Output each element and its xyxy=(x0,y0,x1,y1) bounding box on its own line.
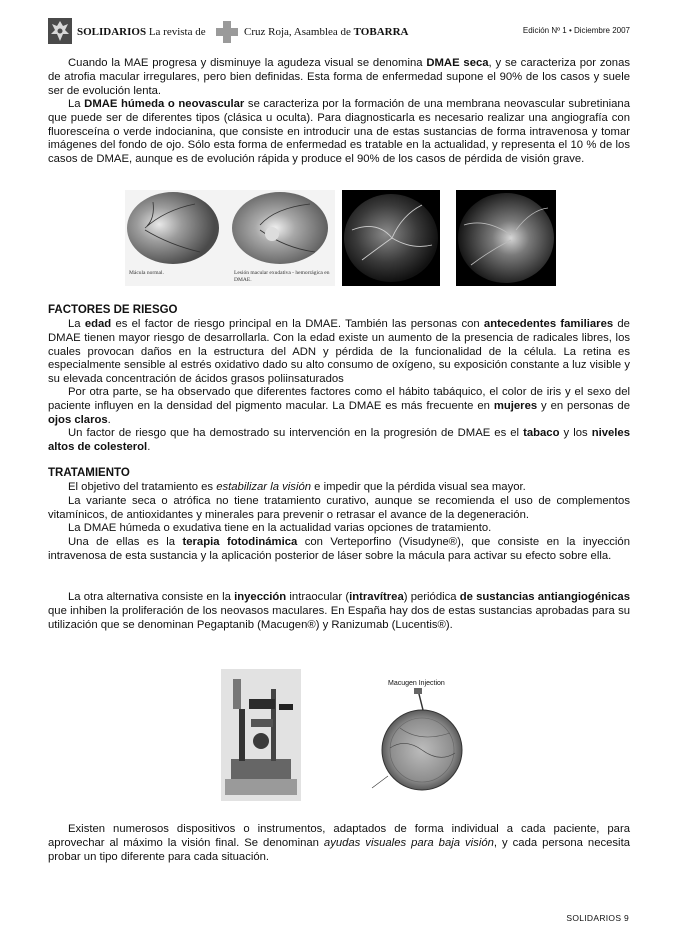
brand-name: SOLIDARIOS xyxy=(77,26,147,38)
injection-title: Macugen Injection xyxy=(388,680,445,687)
org-name: Cruz Roja, Asamblea de xyxy=(244,26,351,38)
text-run: . xyxy=(107,413,111,426)
treatment-paragraph-2: La variante seca o atrófica no tiene tratamiento curativo, aunque se recomienda el uso de complementos vitamínicos, de antioxidantes y minerales para prevenir o retrasar el avance de la degeneración. xyxy=(48,495,630,521)
risk-paragraph-2 xyxy=(48,386,630,427)
treatment-paragraph-1 xyxy=(48,481,630,495)
angiography-photo-1 xyxy=(342,190,440,286)
term-ojos-claros: ojos claros xyxy=(48,413,108,426)
text-run: Un factor de riesgo que ha demostrado su intervención en la progresión de DMAE es el xyxy=(68,427,524,439)
page-header xyxy=(48,18,630,44)
header-org xyxy=(244,26,408,38)
term-ayudas-visuales: ayudas visuales para baja visión xyxy=(323,836,494,849)
term-edad: edad xyxy=(84,318,112,330)
text-run: y los xyxy=(559,427,592,439)
page-footer: SOLIDARIOS 9 xyxy=(566,913,629,923)
risk-paragraph-1 xyxy=(48,318,630,387)
text-run: e impedir que la pérdida visual sea mayor. xyxy=(311,481,526,493)
slit-lamp-photo xyxy=(221,669,301,801)
angiography-icon xyxy=(342,190,440,286)
text-run: y en personas de xyxy=(537,399,630,412)
text-run: Por otra parte, se ha observado que diferentes factores como el hábito tabáquico, el color de iris y el sexo del paciente influyen en la densidad del pigmento macular. La DMAE es más frecuente en xyxy=(48,386,630,412)
text-run: se caracteriza por la formación de una membrana neovascular subretiniana que puede ser de diferentes tipos (clásica u oculta). Para diagnosticarla es necesario realizar una angiografía con fluoresceína o verde indocianina, que consiste en introducir una de estas sustancias de forma intravenosa y tomar imágenes del fondo de ojo. Sólo esta forma de enfermedad es tratable en la actualidad, y representa el 10 % de los casos de DMAE, aunque es de evolución rápida y produce el 90% de los casos de pérdida de visión grave. xyxy=(48,98,630,166)
text-run: . xyxy=(147,440,151,453)
text-run: que inhiben la proliferación de los neovasos maculares. En España hay dos de estas sustancias aprobadas para su utilización que se denominan Pegaptanib (Macugen®) y Ranizumab (Lucentis®). xyxy=(48,604,630,631)
solidarios-logo-icon xyxy=(48,18,72,44)
angiography-lesion-icon xyxy=(456,190,556,286)
text-run: La xyxy=(68,98,85,110)
term-intravitrea: intravítrea xyxy=(349,591,404,603)
text-run: Existen numerosos dispositivos o instrumentos, adaptados de forma individual a cada paciente, para aprovechar al máximo la visión final. Se denominan xyxy=(48,823,630,849)
red-cross-icon xyxy=(216,21,238,43)
term-tabaco: tabaco xyxy=(523,427,560,439)
text-run: es el factor de riesgo principal en la DMAE. También las personas con xyxy=(111,318,484,330)
brand-tagline: La revista de xyxy=(148,26,206,38)
text-run: , y cada persona necesita probar un tipo diferente para cada situación. xyxy=(48,836,630,863)
treatment-heading: TRATAMIENTO xyxy=(48,467,130,479)
text-run: ) periódica xyxy=(403,591,460,603)
intro-paragraph-1 xyxy=(48,57,630,98)
term-mujeres: mujeres xyxy=(493,399,538,412)
treatment-paragraph-3: La DMAE húmeda o exudativa tiene en la actualidad varias opciones de tratamiento. xyxy=(68,522,492,534)
fundus-caption-normal: Mácula normal. xyxy=(129,270,164,276)
angiography-photo-2 xyxy=(456,190,556,286)
org-name-bold: TOBARRA xyxy=(353,26,409,38)
text-run: La xyxy=(68,318,85,330)
treatment-paragraph-4 xyxy=(48,536,630,564)
term-terapia: terapia fotodinámica xyxy=(182,536,298,548)
closing-paragraph xyxy=(48,823,630,864)
treatment-paragraph-5 xyxy=(48,591,630,632)
text-run: , y se caracteriza por zonas de atrofia macular irregulares, pero bien definidas. Esta forma de enfermedad supone el 90% de los casos y suele ser de evolución lenta. xyxy=(48,57,630,97)
eye-cross-section-icon xyxy=(370,688,470,798)
term-antecedentes: antecedentes familiares xyxy=(483,318,614,330)
eye-injection-figure xyxy=(370,680,470,796)
risk-heading: FACTORES DE RIESGO xyxy=(48,304,178,316)
header-brand xyxy=(77,26,206,38)
intro-paragraph-2 xyxy=(48,98,630,167)
slit-lamp-icon xyxy=(221,669,301,801)
edition-label: Edición Nº 1 • Diciembre 2007 xyxy=(522,26,630,35)
text-run: Cuando la MAE progresa y disminuye la agudeza visual se denomina xyxy=(68,57,427,69)
text-run: La otra alternativa consiste en la xyxy=(68,591,235,603)
term-estabilizar: estabilizar la visión xyxy=(216,481,312,493)
risk-paragraph-3 xyxy=(48,427,630,455)
text-run: con Verteporfino (Visudyne®), que consiste en la inyección intravenosa de esta sustancia y la aplicación posterior de láser sobre la mácula para activar su efecto sobre ella. xyxy=(48,536,630,562)
term-colesterol: niveles altos de colesterol xyxy=(48,427,630,453)
term-inyeccion: inyección xyxy=(234,591,287,603)
text-run: de DMAE tienen mayor riesgo de desarrollarla. Con la edad existe un aumento de la presencia de radicales libres, los cuales provocan daños en la estructura del ADN y pérdida de la funcionalidad de la célula. La retina es especialmente sensible al estrés oxidativo dado su alto consumo de oxígeno, su exposición constante a luz visible y su elevada concentración de ácidos grasos poliinsaturados xyxy=(48,318,630,386)
text-run: El objetivo del tratamiento es xyxy=(68,481,217,493)
text-run: intraocular ( xyxy=(286,591,350,603)
term-antiangiogenicas: de sustancias antiangiogénicas xyxy=(459,591,630,603)
text-run: Una de ellas es la xyxy=(68,536,183,548)
term-dmae-seca: DMAE seca xyxy=(426,57,489,69)
fundus-caption-lesion: Lesión macular exudativa - hemorrágica en DMAE. xyxy=(234,270,330,283)
term-dmae-humeda: DMAE húmeda o neovascular xyxy=(84,98,245,110)
